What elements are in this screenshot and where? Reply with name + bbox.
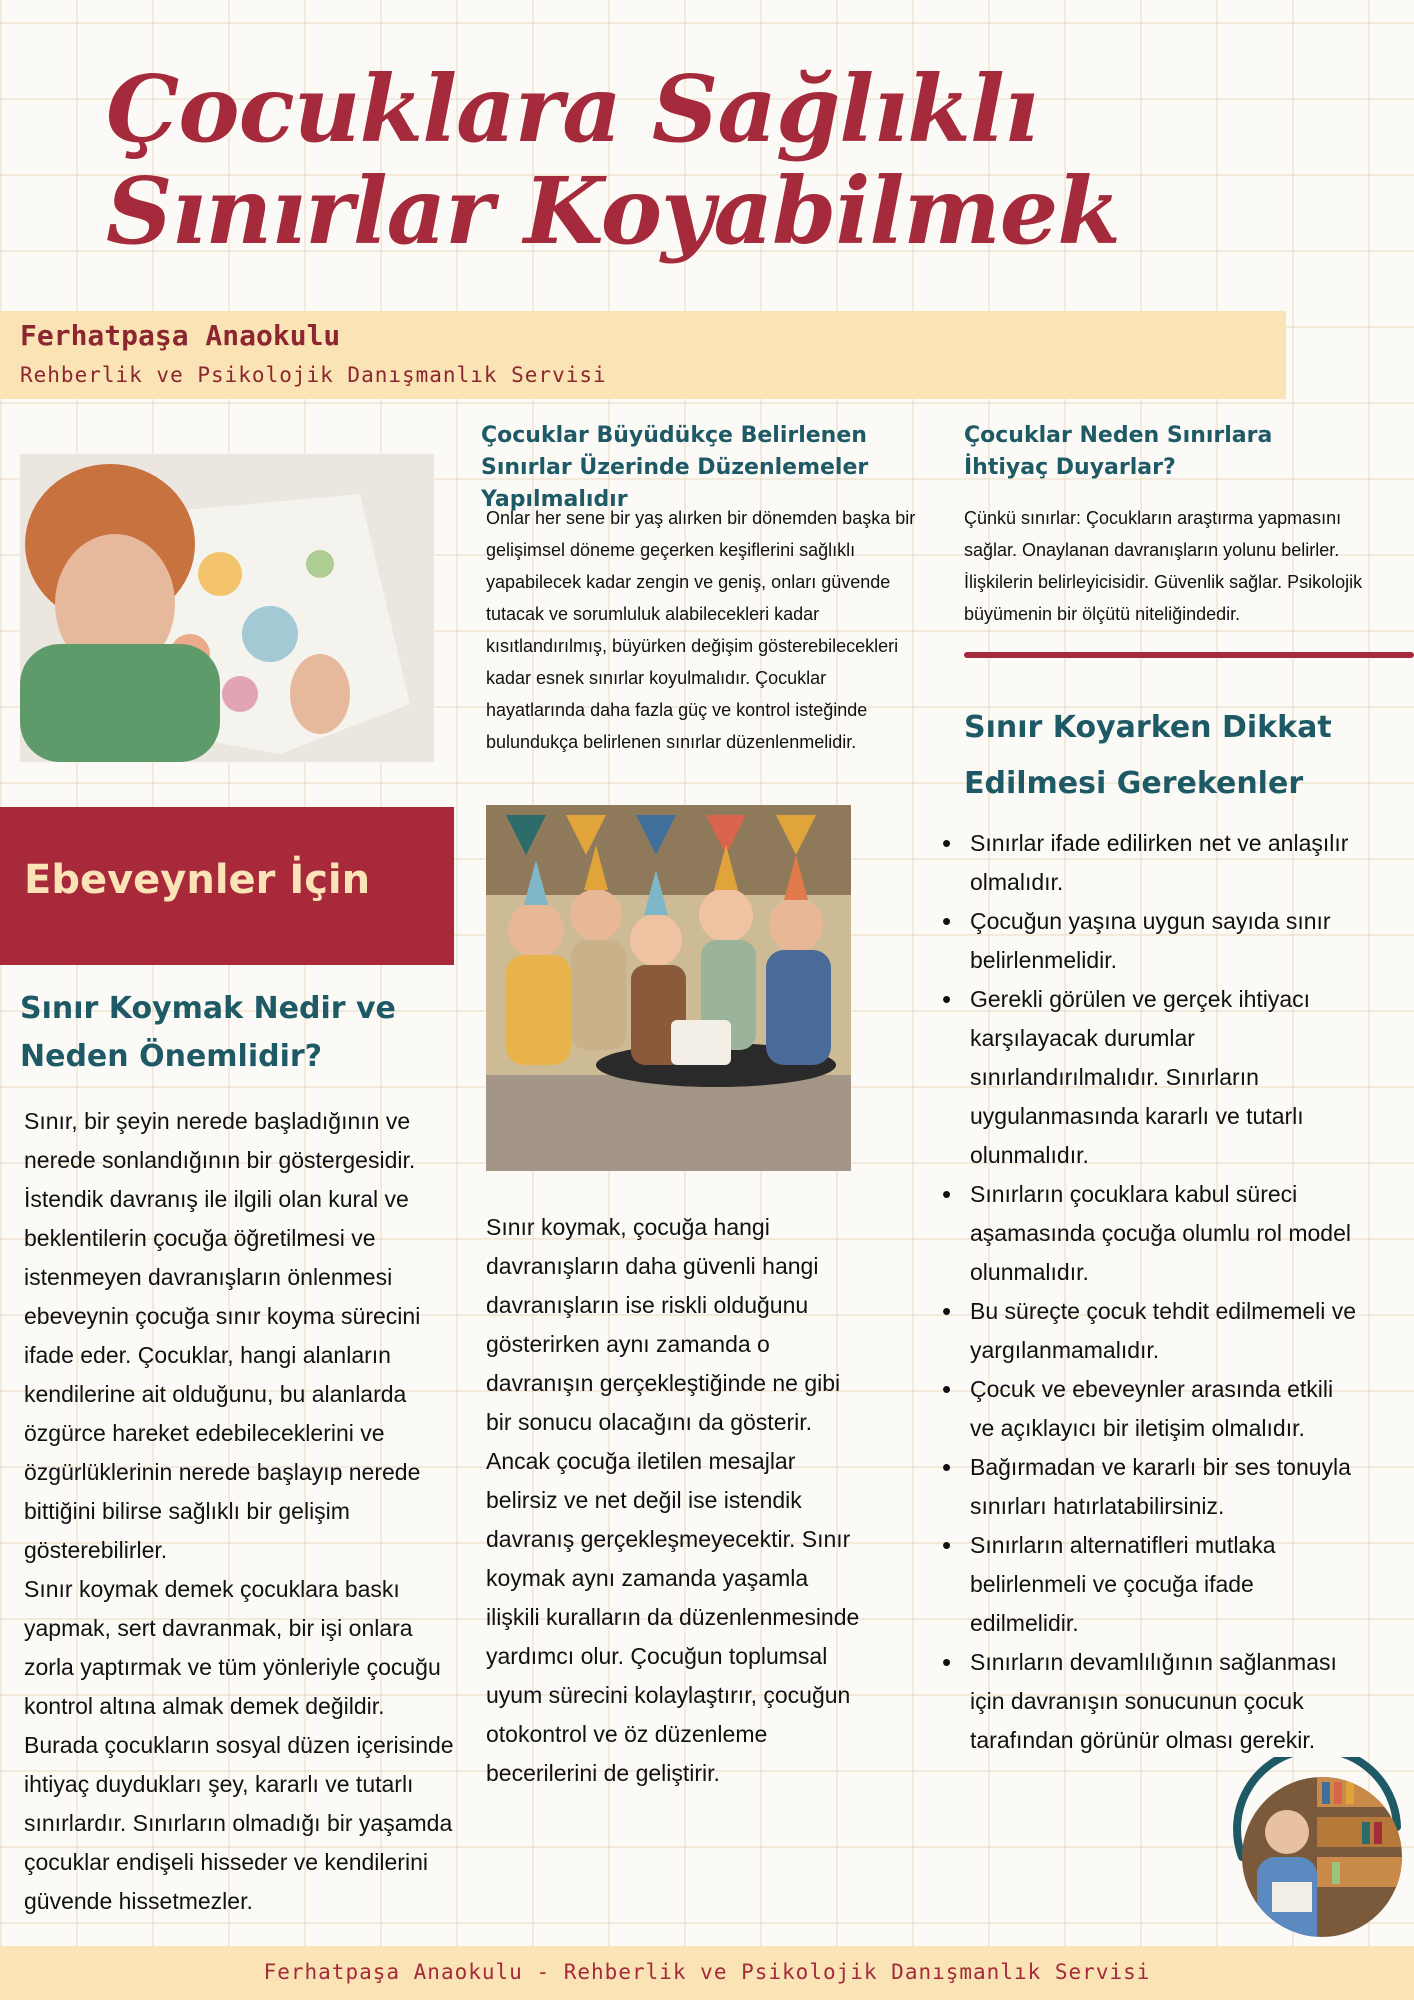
section-divider <box>964 652 1414 658</box>
page-title <box>106 55 1120 265</box>
col3-heading-2: Sınır Koyarken Dikkat Edilmesi Gerekenler <box>964 710 1332 801</box>
school-banner <box>0 311 1286 399</box>
col2-heading: Çocuklar Büyüdükçe Belirlenen Sınırlar Üzerinde Düzenlemeler Yapılmalıdır <box>481 423 869 512</box>
children-party-illustration <box>486 805 851 1171</box>
school-name: Ferhatpaşa Anaokulu <box>20 319 341 352</box>
children-party-photo <box>486 805 851 1171</box>
parents-label: Ebeveynler İçin <box>24 857 371 903</box>
parents-section-box <box>0 807 454 965</box>
list-item: • Sınırların çocuklara kabul süreci aşamasında çocuğa olumlu rol model olunmalıdır. <box>940 1175 1360 1292</box>
list-item: • Sınırların devamlılığının sağlanması için davranışın sonucunun çocuk tarafından görünür olması gerekir. <box>940 1643 1360 1760</box>
child-reading-map-illustration <box>20 454 434 762</box>
col3-heading: Çocuklar Neden Sınırlara İhtiyaç Duyarlar? <box>964 423 1273 480</box>
page-footer <box>0 1946 1414 2000</box>
limit-guidelines-list <box>940 824 1360 1760</box>
col1-body <box>24 1102 454 1921</box>
col1-text-2: Sınır koymak demek çocuklara baskı yapmak, sert davranmak, bir işi onlara zorla yaptırmak ve tüm yönleriyle çocuğu kontrol altına almak demek değildir. Burada çocukların sosyal düzen içerisinde ihtiyaç duydukları şey, kararlı ve tutarlı sınırlardır. Sınırların olmadığı bir yaşamda çocuklar endişeli hisseder ve kendilerini güvende hissetmezler. <box>24 1576 454 1914</box>
col2-text: Onlar her sene bir yaş alırken bir dönemden başka bir gelişimsel döneme geçerken keşiflerini sağlıklı yapabilecek kadar zengin ve geniş, onları güvende tutacak ve sorumluluk alabilecekleri kadar kısıtlandırılmış, büyürken değişim gösterebilecekleri kadar esnek sınırlar koyulmalıdır. Çocuklar hayatlarında daha fazla güç ve kontrol isteğinde bulundukça belirlenen sınırlar düzenlenmelidir. <box>486 508 916 752</box>
col3-text: Çünkü sınırlar: Çocukların araştırma yapmasını sağlar. Onaylanan davranışların yolunu belirler. İlişkilerin belirleyicisidir. Güvenlik sağlar. Psikolojik büyümenin bir ölçütü niteliğindedir. <box>964 508 1363 624</box>
child-library-photo <box>1222 1757 1414 1949</box>
service-name: Rehberlik ve Psikolojik Danışmanlık Servisi <box>20 363 607 387</box>
title-line-2: Sınırlar Koyabilmek <box>106 157 1120 265</box>
list-item: • Çocuk ve ebeveynler arasında etkili ve açıklayıcı bir iletişim olmalıdır. <box>940 1370 1360 1448</box>
list-item: • Çocuğun yaşına uygun sayıda sınır belirlenmelidir. <box>940 902 1360 980</box>
col2-text-2: Sınır koymak, çocuğa hangi davranışların daha güvenli hangi davranışların ise riskli olduğunu gösterirken aynı zamanda o davranışın gerçekleştiğinde ne gibi bir sonucu olacağını da gösterir. Ancak çocuğa iletilen mesajlar belirsiz ve net değil ise istendik davranış gerçekleşmeyecektir. Sınır koymak aynı zamanda yaşamla ilişkili kuralların da düzenlenmesinde yardımcı olur. Çocuğun toplumsal uyum sürecini kolaylaştırır, çocuğun otokontrol ve öz düzenleme becerilerini de geliştirir. <box>486 1214 860 1786</box>
title-line-1: Çocuklara Sağlıklı <box>106 55 1038 163</box>
list-item: • Sınırların alternatifleri mutlaka belirlenmeli ve çocuğa ifade edilmelidir. <box>940 1526 1360 1643</box>
list-item: • Bu süreçte çocuk tehdit edilmemeli ve yargılanmamalıdır. <box>940 1292 1360 1370</box>
list-item: • Gerekli görülen ve gerçek ihtiyacı karşılayacak durumlar sınırlandırılmalıdır. Sınırların uygulanmasında kararlı ve tutarlı olunmalıdır. <box>940 980 1360 1175</box>
col1-heading: Sınır Koymak Nedir ve Neden Önemlidir? <box>20 991 396 1074</box>
list-item: • Sınırlar ifade edilirken net ve anlaşılır olmalıdır. <box>940 824 1360 902</box>
footer-text: Ferhatpaşa Anaokulu - Rehberlik ve Psikolojik Danışmanlık Servisi <box>263 1960 1151 1984</box>
col1-text: Sınır, bir şeyin nerede başladığının ve nerede sonlandığının bir göstergesidir. İstendik davranış ile ilgili olan kural ve beklentilerin çocuğa öğretilmesi ve istenmeyen davranışların önlenmesi ebeveynin çocuğa sınır koyma sürecini ifade eder. Çocuklar, hangi alanların kendilerine ait olduğunu, bu alanlarda özgürce hareket edebileceklerini ve özgürlüklerinin nerede başlayıp nerede bittiğini bilirse sağlıklı bir gelişim gösterebilirler. <box>24 1108 421 1563</box>
list-item: • Bağırmadan ve kararlı bir ses tonuyla sınırları hatırlatabilirsiniz. <box>940 1448 1360 1526</box>
child-reading-map-photo <box>20 454 434 762</box>
child-library-illustration <box>1222 1757 1414 1949</box>
